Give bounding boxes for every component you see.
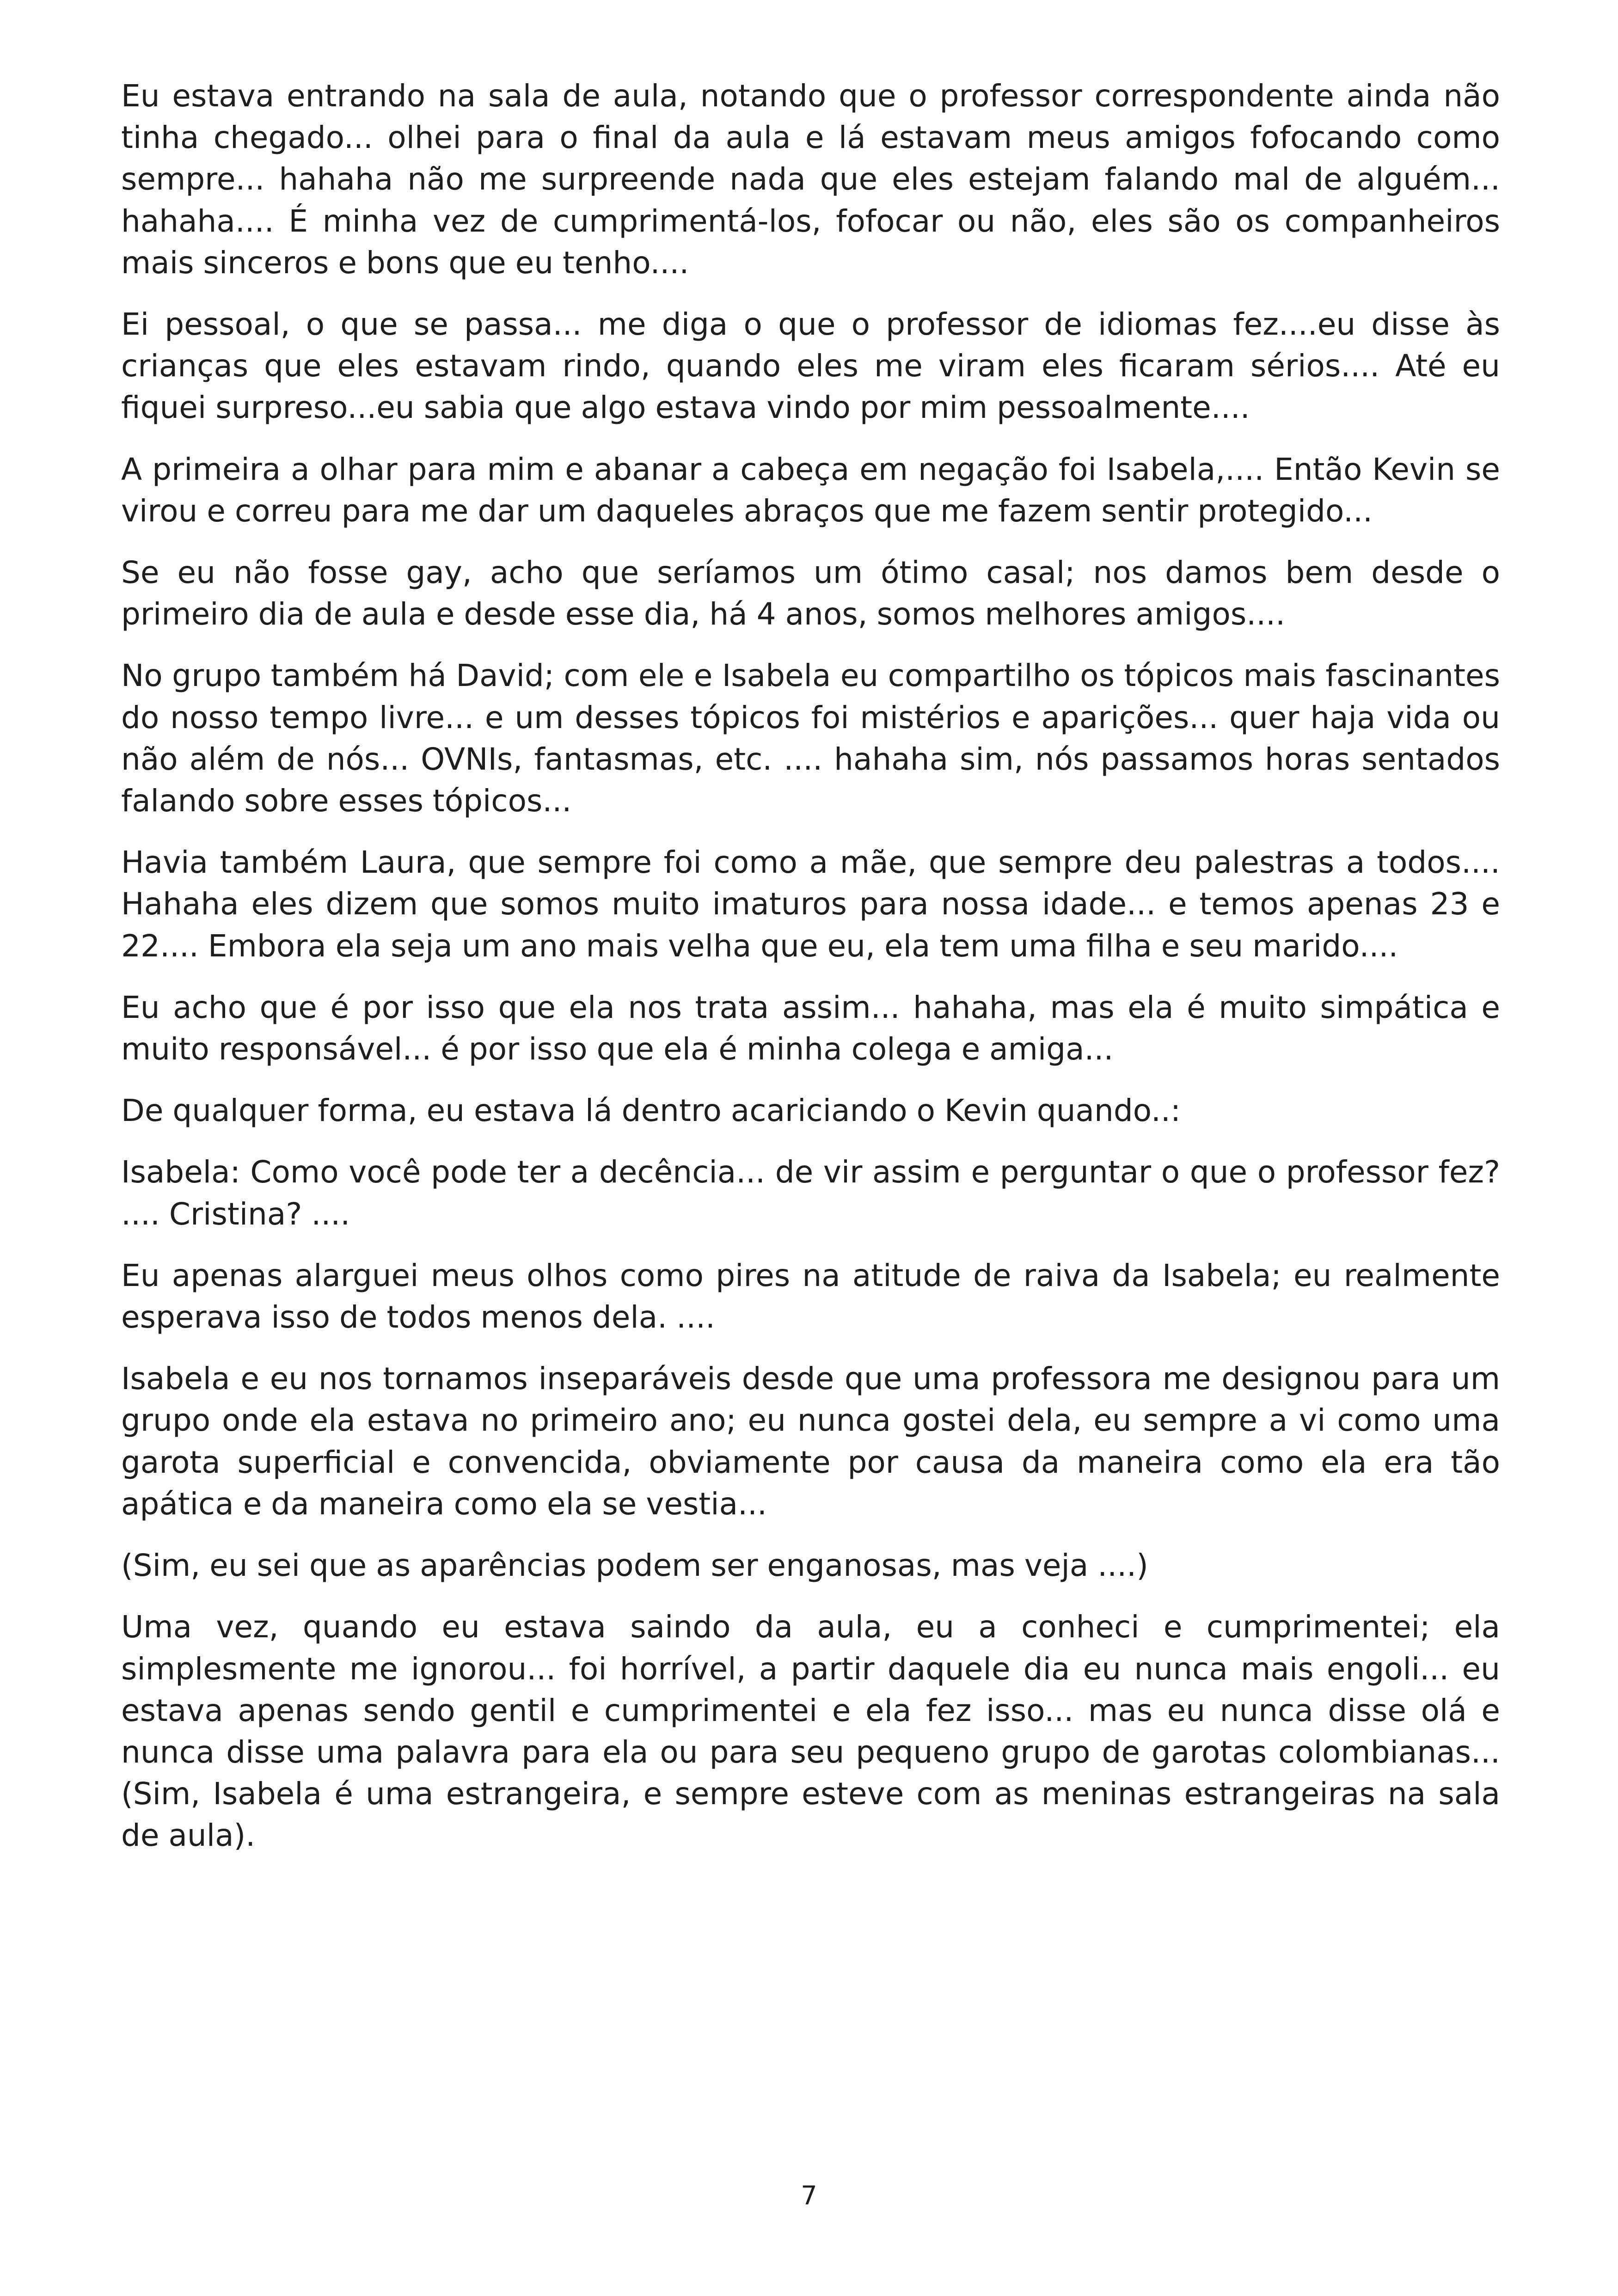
page-number: 7 [801, 2181, 817, 2211]
paragraph: Se eu não fosse gay, acho que seríamos um ótimo casal; nos damos bem desde o primeiro dia de aula e desde esse dia, há 4 anos, somos melhores amigos.... [121, 555, 1500, 632]
paragraph: Uma vez, quando eu estava saindo da aula, eu a conheci e cumprimentei; ela simplesmente me ignorou... foi horrível, a partir daquele dia eu nunca mais engoli... eu estava apenas sendo gentil e cumprimentei e ela fez isso... mas eu nunca disse olá e nunca disse uma palavra para ela ou para seu pequeno grupo de garotas colombianas... (Sim, Isabela é uma estrangeira, e sempre esteve com as meninas estrangeiras na sala de aula). [121, 1609, 1500, 1854]
body-text [121, 75, 1500, 1877]
paragraph: Isabela: Como você pode ter a decência... de vir assim e perguntar o que o professor fez? .... Cristina? .... [121, 1154, 1500, 1232]
paragraph: De qualquer forma, eu estava lá dentro acariciando o Kevin quando..: [121, 1093, 1181, 1129]
paragraph: A primeira a olhar para mim e abanar a cabeça em negação foi Isabela,.... Então Kevin se virou e correu para me dar um daqueles abraços que me fazem sentir protegido... [121, 451, 1500, 529]
paragraph: No grupo também há David; com ele e Isabela eu compartilho os tópicos mais fascinantes do nosso tempo livre... e um desses tópicos foi mistérios e aparições... quer haja vida ou não além de nós... OVNIs, fantasmas, etc. .... hahaha sim, nós passamos horas sentados falando sobre esses tópicos... [121, 658, 1500, 819]
paragraph: Eu estava entrando na sala de aula, notando que o professor correspondente ainda não tinha chegado... olhei para o final da aula e lá estavam meus amigos fofocando como sempre... hahaha não me surpreende nada que eles estejam falando mal de alguém... hahaha.... É minha vez de cumprimentá-los, fofocar ou não, eles são os companheiros mais sinceros e bons que eu tenho.... [121, 78, 1500, 281]
paragraph: Isabela e eu nos tornamos inseparáveis desde que uma professora me designou para um grupo onde ela estava no primeiro ano; eu nunca gostei dela, eu sempre a vi como uma garota superficial e convencida, obviamente por causa da maneira como ela era tão apática e da maneira como ela se vestia... [121, 1361, 1500, 1522]
paragraph: Eu apenas alarguei meus olhos como pires na atitude de raiva da Isabela; eu realmente esperava isso de todos menos dela. .... [121, 1257, 1500, 1335]
paragraph: Ei pessoal, o que se passa... me diga o que o professor de idiomas fez....eu disse às crianças que eles estavam rindo, quando eles me viram eles ficaram sérios.... Até eu fiquei surpreso...eu sabia que algo estava vindo por mim pessoalmente.... [121, 306, 1500, 426]
paragraph: Eu acho que é por isso que ela nos trata assim... hahaha, mas ela é muito simpática e muito responsável... é por isso que ela é minha colega e amiga... [121, 989, 1500, 1067]
paragraph: Havia também Laura, que sempre foi como a mãe, que sempre deu palestras a todos.... Hahaha eles dizem que somos muito imaturos para nossa idade... e temos apenas 23 e 22.... Embora ela seja um ano mais velha que eu, ela tem uma filha e seu marido.... [121, 845, 1500, 964]
paragraph: (Sim, eu sei que as aparências podem ser enganosas, mas veja ....) [121, 1548, 1148, 1584]
